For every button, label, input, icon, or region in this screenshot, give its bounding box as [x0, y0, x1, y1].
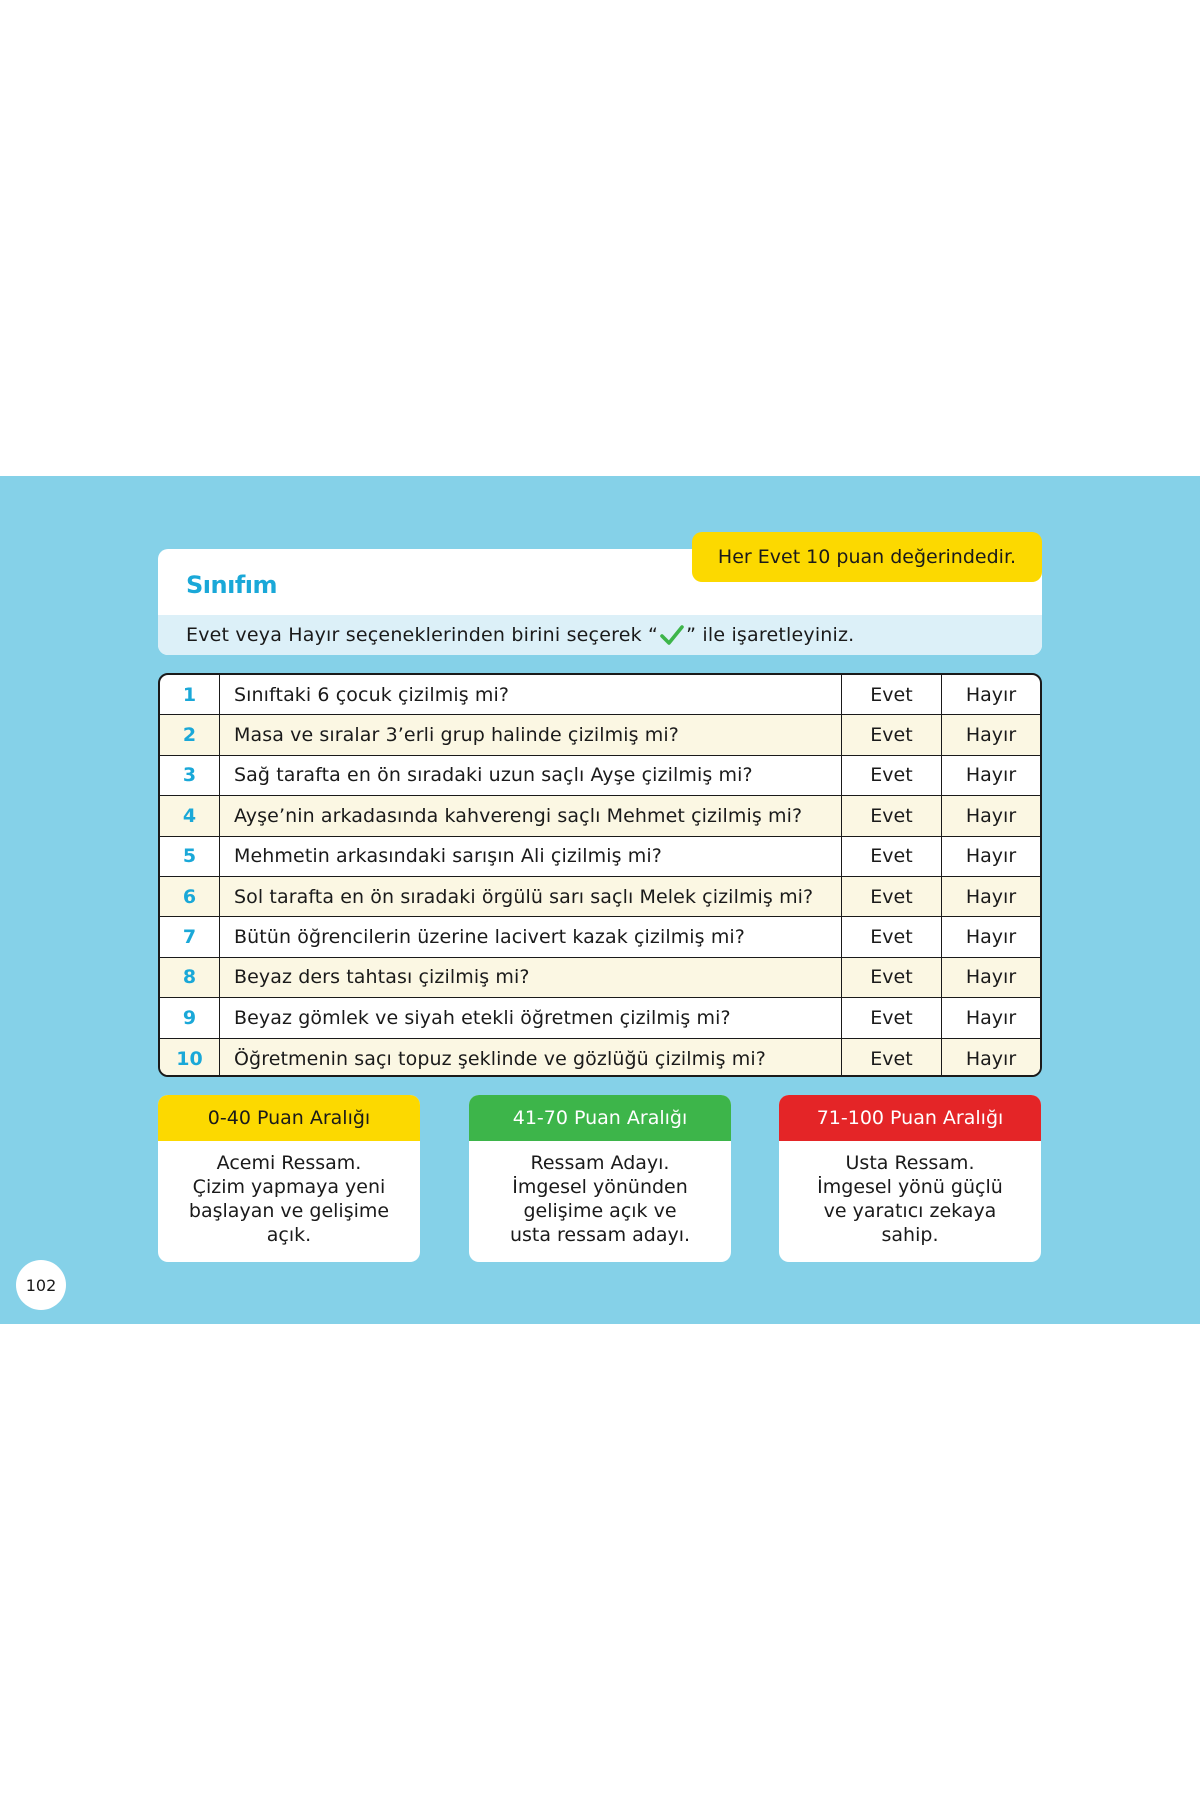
score-range-description — [469, 1141, 731, 1247]
question-number: 7 — [160, 917, 220, 956]
answer-no-cell[interactable]: Hayır — [965, 724, 1017, 747]
question-row — [160, 837, 1040, 877]
answer-no-cell[interactable]: Hayır — [965, 885, 1017, 908]
score-range-title: 71-100 Puan Aralığı — [779, 1095, 1041, 1141]
question-number: 9 — [160, 998, 220, 1037]
question-number: 2 — [160, 715, 220, 754]
answer-no-cell[interactable]: Hayır — [965, 764, 1017, 787]
answer-yes-cell[interactable]: Evet — [842, 675, 942, 714]
instruction-text-after: ” ile işaretleyiniz. — [686, 624, 855, 646]
question-number: 4 — [160, 796, 220, 835]
question-text: Beyaz ders tahtası çizilmiş mi? — [220, 958, 842, 997]
question-text: Bütün öğrencilerin üzerine lacivert kazak çizilmiş mi? — [220, 917, 842, 956]
description-line: İmgesel yönünden — [512, 1176, 688, 1198]
question-table — [158, 673, 1042, 1077]
answer-yes-cell[interactable]: Evet — [842, 998, 942, 1037]
question-row — [160, 715, 1040, 755]
instruction-strip — [158, 615, 1042, 655]
answer-no-cell[interactable]: Hayır — [965, 966, 1017, 989]
question-text: Mehmetin arkasındaki sarışın Ali çizilmiş mi? — [220, 837, 842, 876]
answer-yes-cell[interactable]: Evet — [842, 958, 942, 997]
question-text: Öğretmenin saçı topuz şeklinde ve gözlüğü çizilmiş mi? — [220, 1039, 842, 1077]
description-line: başlayan ve gelişime — [188, 1200, 390, 1222]
answer-yes-cell[interactable]: Evet — [842, 796, 942, 835]
instruction-text-before: Evet veya Hayır seçeneklerinden birini seçerek “ — [186, 624, 659, 646]
answer-yes-cell[interactable]: Evet — [842, 917, 942, 956]
description-line: açık. — [266, 1224, 312, 1246]
answer-yes-cell[interactable]: Evet — [842, 837, 942, 876]
score-note-badge: Her Evet 10 puan değerindedir. — [692, 532, 1042, 582]
question-row — [160, 756, 1040, 796]
question-row — [160, 958, 1040, 998]
question-number: 5 — [160, 837, 220, 876]
answer-no-cell[interactable]: Hayır — [965, 804, 1017, 827]
page-number: 102 — [16, 1260, 66, 1310]
answer-yes-cell[interactable]: Evet — [842, 715, 942, 754]
question-text: Sınıftaki 6 çocuk çizilmiş mi? — [220, 675, 842, 714]
description-line: ve yaratıcı zekaya — [823, 1200, 997, 1222]
answer-yes-cell[interactable]: Evet — [842, 877, 942, 916]
score-range-description — [779, 1141, 1041, 1247]
answer-yes-cell[interactable]: Evet — [842, 1039, 942, 1077]
question-number: 6 — [160, 877, 220, 916]
description-line: İmgesel yönü güçlü — [817, 1176, 1003, 1198]
answer-yes-cell[interactable]: Evet — [842, 756, 942, 795]
answer-no-cell[interactable]: Hayır — [965, 926, 1017, 949]
description-line: Ressam Adayı. — [530, 1152, 670, 1174]
description-line: gelişime açık ve — [523, 1200, 677, 1222]
question-number: 8 — [160, 958, 220, 997]
score-range-card-candidate — [469, 1095, 731, 1262]
answer-no-cell[interactable]: Hayır — [965, 683, 1017, 706]
question-row — [160, 877, 1040, 917]
question-number: 1 — [160, 675, 220, 714]
score-range-description — [158, 1141, 420, 1247]
description-line: usta ressam adayı. — [509, 1224, 691, 1246]
description-line: Usta Ressam. — [845, 1152, 975, 1174]
answer-no-cell[interactable]: Hayır — [965, 845, 1017, 868]
description-line: sahip. — [881, 1224, 939, 1246]
question-number: 3 — [160, 756, 220, 795]
question-text: Sol tarafta en ön sıradaki örgülü sarı saçlı Melek çizilmiş mi? — [220, 877, 842, 916]
checkmark-icon — [660, 624, 684, 646]
question-text: Sağ tarafta en ön sıradaki uzun saçlı Ayşe çizilmiş mi? — [220, 756, 842, 795]
description-line: Acemi Ressam. — [216, 1152, 362, 1174]
question-text: Masa ve sıralar 3’erli grup halinde çizilmiş mi? — [220, 715, 842, 754]
score-range-title: 41-70 Puan Aralığı — [469, 1095, 731, 1141]
score-range-card-beginner — [158, 1095, 420, 1262]
score-range-title: 0-40 Puan Aralığı — [158, 1095, 420, 1141]
description-line: Çizim yapmaya yeni — [192, 1176, 386, 1198]
answer-no-cell[interactable]: Hayır — [965, 1047, 1017, 1070]
question-text: Beyaz gömlek ve siyah etekli öğretmen çizilmiş mi? — [220, 998, 842, 1037]
question-row — [160, 675, 1040, 715]
question-row — [160, 917, 1040, 957]
brand-logo: Sınıfım — [186, 571, 277, 599]
answer-no-cell[interactable]: Hayır — [965, 1006, 1017, 1029]
question-row — [160, 796, 1040, 836]
score-range-card-master — [779, 1095, 1041, 1262]
question-row — [160, 998, 1040, 1038]
question-text: Ayşe’nin arkadasında kahverengi saçlı Mehmet çizilmiş mi? — [220, 796, 842, 835]
question-number: 10 — [160, 1039, 220, 1077]
question-row — [160, 1039, 1040, 1077]
